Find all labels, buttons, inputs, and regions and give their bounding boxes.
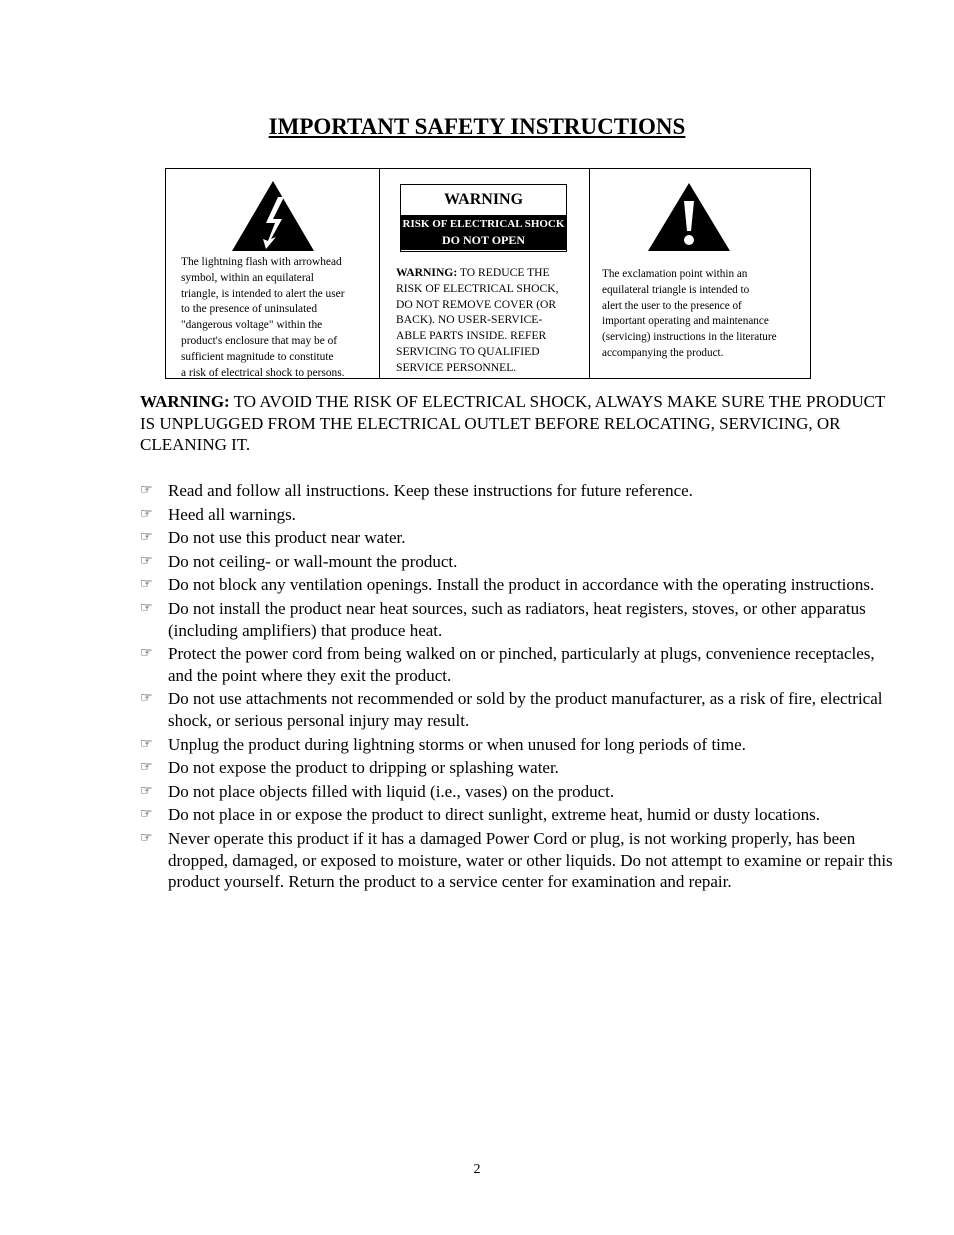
warning-label-text	[396, 265, 588, 376]
safety-symbols-table	[165, 168, 811, 379]
instruction-item	[140, 757, 900, 779]
warning-label-line2: DO NOT OPEN	[441, 233, 526, 247]
instruction-item	[140, 504, 900, 526]
pointing-hand-icon: ☞	[140, 806, 153, 823]
warning-label-text-bold: WARNING:	[396, 266, 458, 279]
main-warning-text: TO AVOID THE RISK OF ELECTRICAL SHOCK, ALWAYS MAKE SURE THE PRODUCT IS UNPLUGGED FROM THE ELECTRICAL OUTLET BEFORE RELOCATING, SERVICING, OR CLEANING IT.	[140, 392, 886, 455]
instruction-item	[140, 527, 900, 549]
instruction-text: Do not place objects filled with liquid (i.e., vases) on the product.	[168, 781, 615, 801]
instruction-text: Protect the power cord from being walked on or pinched, particularly at plugs, convenience receptacles, and the point where they exit the product.	[168, 644, 875, 685]
instruction-list	[140, 480, 900, 895]
instruction-text: Do not block any ventilation openings. Install the product in accordance with the operating instructions.	[168, 575, 875, 595]
pointing-hand-icon: ☞	[140, 690, 153, 707]
pointing-hand-icon: ☞	[140, 529, 153, 546]
instruction-item	[140, 598, 900, 641]
instruction-item	[140, 804, 900, 826]
main-warning-label: WARNING:	[140, 392, 230, 411]
warning-label-line1: RISK OF ELECTRICAL SHOCK	[402, 218, 565, 230]
warning-label-text-body: TO REDUCE THE RISK OF ELECTRICAL SHOCK, DO NOT REMOVE COVER (OR BACK). NO USER-SERVICE- ABLE PARTS INSIDE. REFER SERVICING TO QUALIFIED SERVICE PERSONNEL.	[396, 266, 559, 374]
instruction-item	[140, 574, 900, 596]
lightning-symbol-cell	[166, 169, 380, 378]
pointing-hand-icon: ☞	[140, 645, 153, 662]
instruction-text: Unplug the product during lightning storms or when unused for long periods of time.	[168, 734, 746, 754]
pointing-hand-icon: ☞	[140, 829, 153, 846]
pointing-hand-icon: ☞	[140, 482, 153, 498]
main-warning	[140, 391, 900, 456]
warning-label-banner	[401, 215, 566, 250]
instruction-text: Do not place in or expose the product to direct sunlight, extreme heat, humid or dusty locations.	[168, 805, 820, 825]
instruction-text: Heed all warnings.	[168, 504, 296, 524]
instruction-item	[140, 828, 900, 893]
warning-label	[400, 184, 567, 252]
instruction-text: Do not install the product near heat sources, such as radiators, heat registers, stoves, or other apparatus (including amplifiers) that produce heat.	[168, 598, 866, 640]
instruction-text: Do not use attachments not recommended or sold by the product manufacturer, as a risk of fire, electrical shock, or serious personal injury may result.	[168, 689, 883, 730]
instruction-text: Never operate this product if it has a damaged Power Cord or plug, is not working properly, has been dropped, damaged, or exposed to moisture, water or other liquids. Do not attempt to examine or repair this product yourself. Return the product to a service center for examination and repair.	[168, 828, 893, 892]
pointing-hand-icon: ☞	[140, 505, 153, 522]
instruction-item	[140, 688, 900, 731]
instruction-item	[140, 480, 900, 502]
warning-label-cell	[380, 169, 590, 378]
instruction-text: Read and follow all instructions. Keep these instructions for future reference.	[168, 481, 693, 500]
pointing-hand-icon: ☞	[140, 599, 153, 616]
page-number: 2	[473, 1162, 481, 1177]
instruction-item	[140, 781, 900, 803]
instruction-text: Do not ceiling- or wall-mount the product.	[168, 551, 458, 571]
warning-label-heading: WARNING	[443, 191, 524, 208]
page-title: IMPORTANT SAFETY INSTRUCTIONS	[268, 114, 686, 139]
pointing-hand-icon: ☞	[140, 576, 153, 593]
instruction-item	[140, 734, 900, 756]
lightning-symbol-text: The lightning flash with arrowhead symbol, within an equilateral triangle, is intended to alert the user to the presence of uninsulated "dangerous voltage" within the product's enclosure that may be of sufficient magnitude to constitute a risk of electrical shock to persons.	[181, 256, 345, 379]
instruction-item	[140, 643, 900, 686]
instruction-item	[140, 551, 900, 573]
pointing-hand-icon: ☞	[140, 759, 153, 776]
lightning-triangle-icon	[230, 179, 316, 253]
exclamation-symbol-cell	[590, 169, 810, 378]
instruction-text: Do not expose the product to dripping or splashing water.	[168, 758, 559, 778]
pointing-hand-icon: ☞	[140, 552, 153, 569]
instruction-text: Do not use this product near water.	[168, 528, 406, 548]
pointing-hand-icon: ☞	[140, 735, 153, 752]
exclamation-symbol-text: The exclamation point within an equilateral triangle is intended to alert the user to the presence of important operating and maintenance (servicing) instructions in the literature accompanying the product.	[602, 268, 777, 359]
pointing-hand-icon: ☞	[140, 782, 153, 799]
exclamation-triangle-icon	[646, 181, 732, 253]
